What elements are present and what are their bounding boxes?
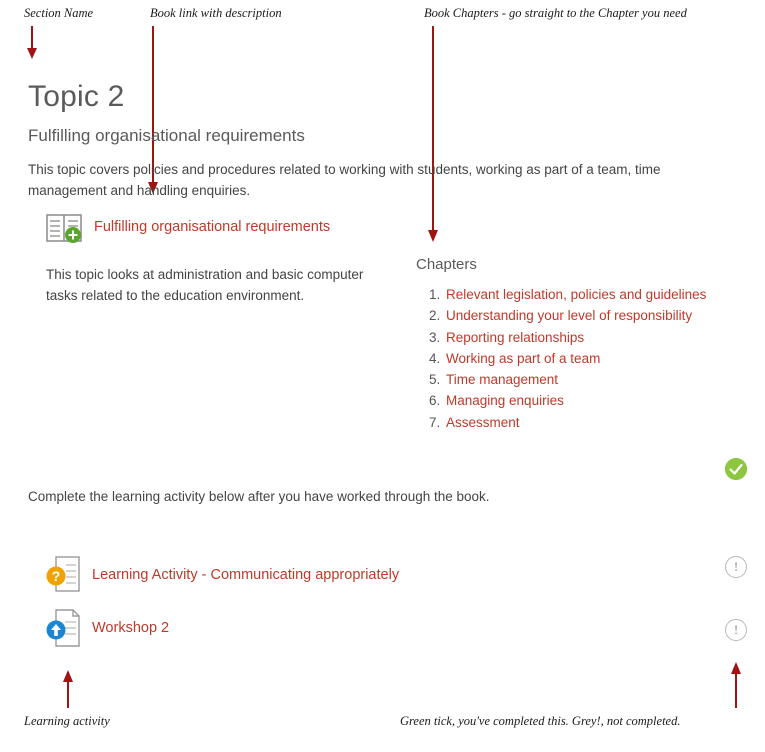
annotation-learning-activity: Learning activity: [24, 714, 110, 728]
svg-text:?: ?: [51, 568, 61, 584]
status-badge-incomplete-activity[interactable]: !: [725, 556, 747, 578]
annotation-arrow-completion: [728, 660, 752, 710]
activity-intro-text: Complete the learning activity below after you have worked through the book.: [28, 489, 490, 504]
annotation-book-link: Book link with description: [150, 6, 282, 20]
resource-row-workshop[interactable]: [46, 608, 169, 648]
workshop-link[interactable]: Workshop 2: [92, 620, 170, 636]
book-icon: [46, 214, 82, 244]
chapters-heading: Chapters: [416, 256, 477, 273]
list-item[interactable]: [444, 369, 706, 390]
chapter-link[interactable]: Relevant legislation, policies and guidelines: [446, 287, 707, 302]
book-link[interactable]: Fulfilling organisational requirements: [94, 219, 331, 235]
annotation-arrow-book-chapters: [425, 24, 449, 242]
page-title: Topic 2: [28, 80, 125, 114]
annotation-completion: Green tick, you've completed this. Grey!, not completed.: [400, 714, 681, 728]
chapter-link[interactable]: Reporting relationships: [446, 329, 585, 345]
list-item[interactable]: [444, 390, 706, 411]
chapters-list: [416, 284, 706, 433]
chapter-link[interactable]: Working as part of a team: [446, 350, 601, 366]
annotation-arrow-learning-activity: [60, 668, 84, 710]
topic-intro-text: This topic covers policies and procedures related to working with students, working as part of a team, time management and handling enquiries.: [28, 161, 661, 198]
topic-subtitle: Fulfilling organisational requirements: [28, 126, 305, 146]
status-badge-complete[interactable]: [725, 458, 747, 480]
chapter-link[interactable]: Understanding your level of responsibility: [446, 308, 693, 324]
list-item[interactable]: [444, 348, 706, 369]
chapter-link[interactable]: Time management: [446, 372, 559, 388]
assignment-upload-icon: [46, 608, 80, 648]
chapter-link[interactable]: Managing enquiries: [446, 393, 564, 409]
book-resource-row[interactable]: [46, 212, 330, 244]
chapter-link[interactable]: Assessment: [446, 414, 520, 430]
resource-row-learning-activity[interactable]: [46, 555, 399, 595]
status-badge-incomplete-workshop[interactable]: !: [725, 619, 747, 641]
quiz-icon: [46, 555, 80, 595]
list-item[interactable]: [444, 284, 706, 305]
annotation-book-chapters: Book Chapters - go straight to the Chapter you need: [424, 6, 687, 20]
annotation-arrow-section-name: [24, 24, 48, 60]
list-item[interactable]: [444, 305, 706, 326]
learning-activity-link[interactable]: Learning Activity - Communicating appropriately: [92, 567, 400, 583]
annotation-section-name: Section Name: [24, 6, 94, 20]
list-item[interactable]: [444, 412, 706, 433]
book-description: This topic looks at administration and basic computer tasks related to the education environment.: [46, 266, 364, 303]
list-item[interactable]: [444, 327, 706, 348]
